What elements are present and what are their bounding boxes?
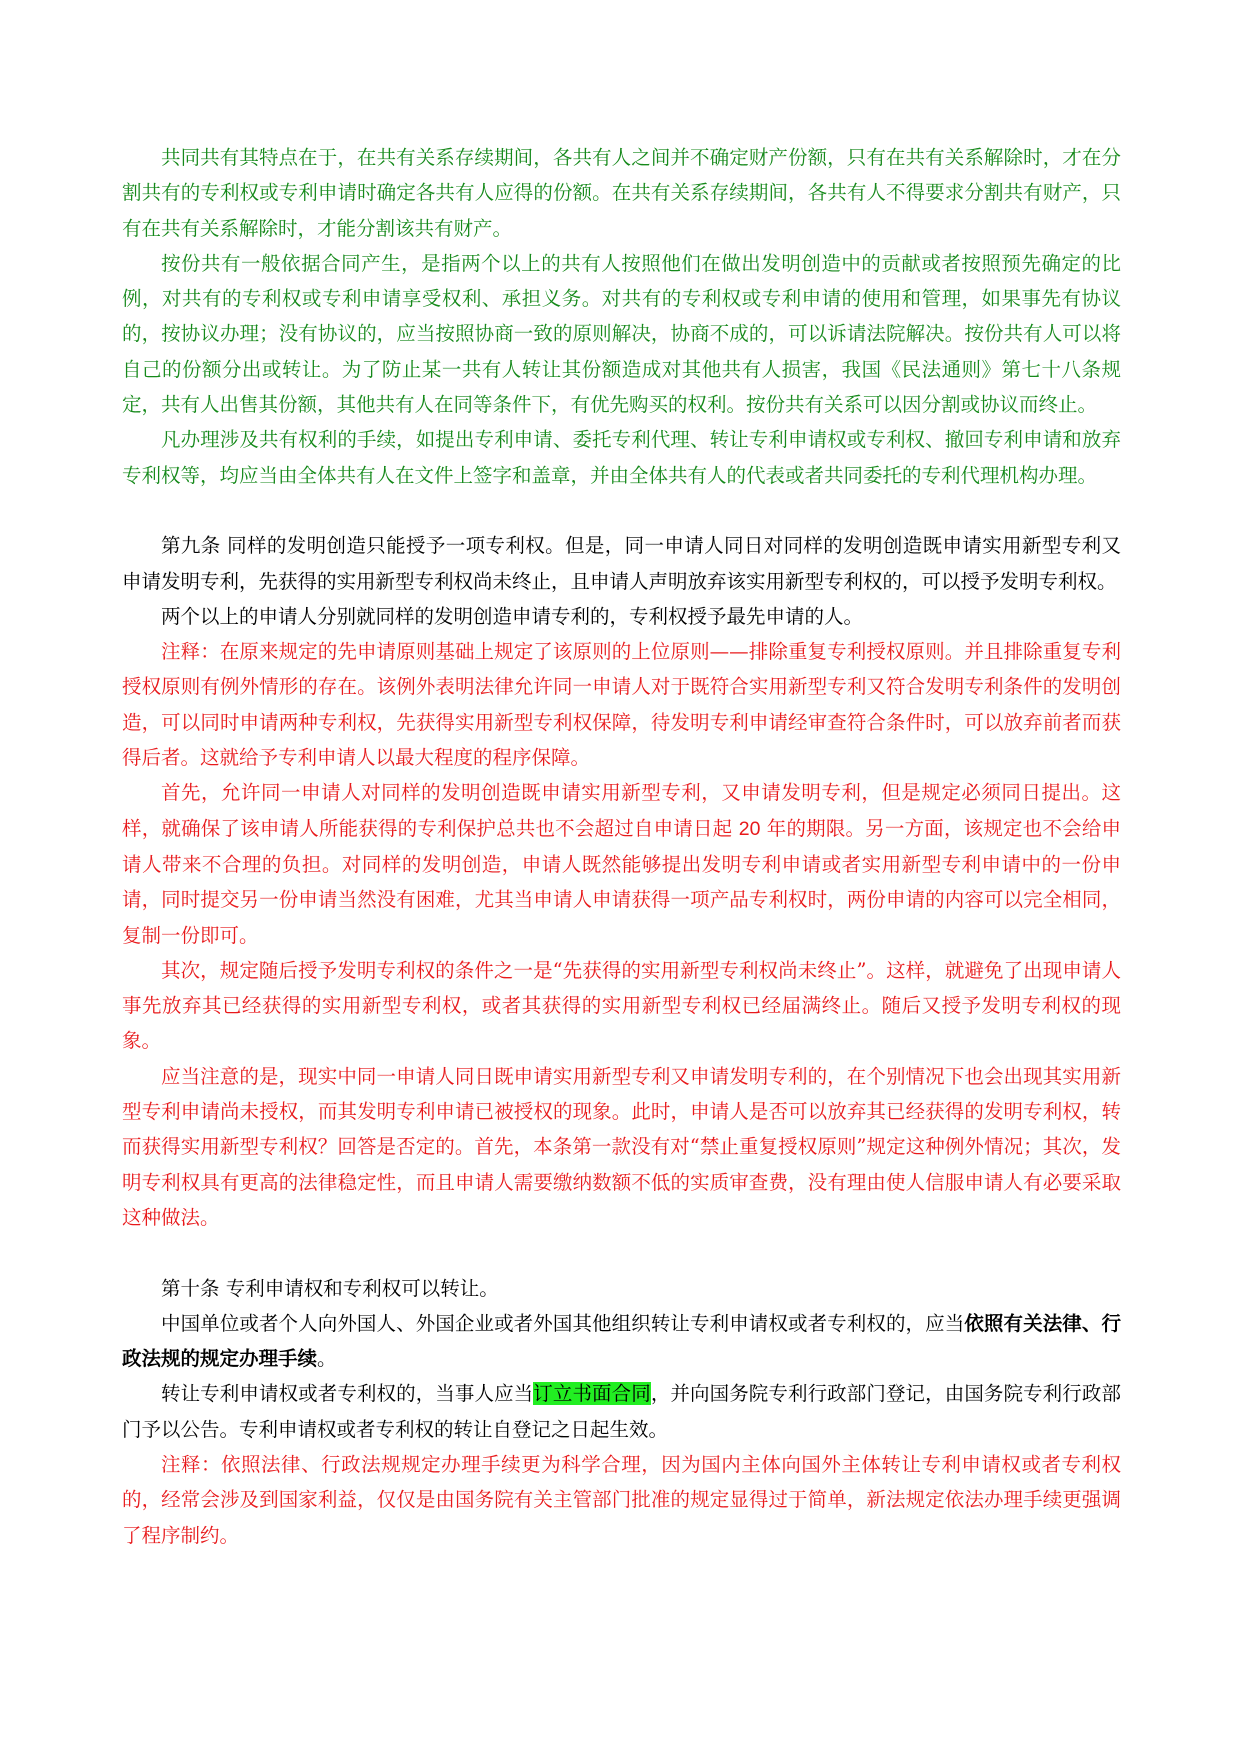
clause-text: 。	[317, 1347, 337, 1371]
clause-text: ，并向国务院专利行政部门登记，由国务院专利行政部门予以公告。专利申请权或者专利权的转让自登记之日起生效。	[122, 1382, 1121, 1441]
article-9-note: 注释：在原来规定的先申请原则基础上规定了该原则的上位原则——排除重复专利授权原则。并且排除重复专利授权原则有例外情形的存在。该例外表明法律允许同一申请人对于既符合实用新型专利又符合发明专利条件的发明创造，可以同时申请两种专利权，先获得实用新型专利权保障，待发明专利申请经审查符合条件时，可以放弃前者而获得后者。这就给予专利申请人以最大程度的程序保障。	[122, 640, 1121, 770]
article-10-clause-3	[122, 1376, 1121, 1447]
paragraph-joint-ownership: 共同共有其特点在于，在共有关系存续期间，各共有人之间并不确定财产份额，只有在共有关系解除时，才在分割共有的专利权或专利申请时确定各共有人应得的份额。在共有关系存续期间，各共有人不得要求分割共有财产，只有在共有关系解除时，才能分割该共有财产。	[122, 146, 1121, 240]
article-9-note-firstly	[122, 775, 1121, 952]
highlighted-text: 订立书面合同	[533, 1382, 651, 1406]
article-10-clause-1: 第十条 专利申请权和专利权可以转让。	[161, 1276, 499, 1300]
article-9-clause-1: 第九条 同样的发明创造只能授予一项专利权。但是，同一申请人同日对同样的发明创造既申请实用新型专利又申请发明专利，先获得的实用新型专利权尚未终止，且申请人声明放弃该实用新型专利权的，可以授予发明专利权。	[122, 534, 1121, 593]
article-10-note: 注释：依照法律、行政法规规定办理手续更为科学合理，因为国内主体向国外主体转让专利申请权或者专利权的，经常会涉及到国家利益，仅仅是由国务院有关主管部门批准的规定显得过于简单，新法规定依法办理手续更强调了程序制约。	[122, 1452, 1121, 1547]
paragraph-share-ownership: 按份共有一般依据合同产生，是指两个以上的共有人按照他们在做出发明创造中的贡献或者按照预先确定的比例，对共有的专利权或专利申请享受权利、承担义务。对共有的专利权或专利申请的使用和管理，如果事先有协议的，按协议办理；没有协议的，应当按照协商一致的原则解决，协商不成的，可以诉请法院解决。按份共有人可以将自己的份额分出或转让。为了防止某一共有人转让其份额造成对其他共有人损害，我国《民法通则》第七十八条规定，共有人出售其份额，其他共有人在同等条件下，有优先购买的权利。按份共有关系可以因分割或协议而终止。	[122, 251, 1121, 417]
article-9-note-caution: 应当注意的是，现实中同一申请人同日既申请实用新型专利又申请发明专利的，在个别情况下也会出现其实用新型专利申请尚未授权，而其发明专利申请已被授权的现象。此时，申请人是否可以放弃其已经获得的发明专利权，转而获得实用新型专利权？回答是否定的。首先，本条第一款没有对“禁止重复授权原则”规定这种例外情况；其次，发明专利权具有更高的法律稳定性，而且申请人需要缴纳数额不低的实质审查费，没有理由使人信服申请人有必要采取这种做法。	[122, 1064, 1121, 1229]
spacer	[122, 1235, 1121, 1270]
paragraph-joint-procedures: 凡办理涉及共有权利的手续，如提出专利申请、委托专利代理、转让专利申请权或专利权、撤回专利申请和放弃专利权等，均应当由全体共有人在文件上签字和盖章，并由全体共有人的代表或者共同委托的专利代理机构办理。	[122, 428, 1121, 487]
bold-emphasis: 依照有关法律、行政法规的规定办理手续	[122, 1311, 1121, 1371]
note-text: 首先，允许同一申请人对同样的发明创造既申请实用新型专利，又申请发明专利，但是规定必须同日提出。这样，就确保了该申请人所能获得的专利保护总共也不会超过自申请日起	[122, 781, 1121, 840]
term-years-number: 20	[738, 817, 761, 840]
spacer	[122, 493, 1121, 528]
article-9-clause-2: 两个以上的申请人分别就同样的发明创造申请专利的，专利权授予最先申请的人。	[161, 604, 864, 628]
article-10-clause-2	[122, 1306, 1121, 1377]
document-page	[122, 140, 1121, 1553]
note-text: 年的期限。另一方面，该规定也不会给申请人带来不合理的负担。对同样的发明创造，申请人既然能够提出发明专利申请或者实用新型专利申请中的一份申请，同时提交另一份申请当然没有困难，尤其当申请人申请获得一项产品专利权时，两份申请的内容可以完全相同，复制一份即可。	[122, 816, 1122, 947]
clause-text: 转让专利申请权或者专利权的，当事人应当	[161, 1382, 534, 1406]
clause-text: 中国单位或者个人向外国人、外国企业或者外国其他组织转让专利申请权或者专利权的，应当	[161, 1311, 965, 1335]
article-9-note-secondly: 其次，规定随后授予发明专利权的条件之一是“先获得的实用新型专利权尚未终止”。这样，就避免了出现申请人事先放弃其已经获得的实用新型专利权，或者其获得的实用新型专利权已经届满终止。随后又授予发明专利权的现象。	[122, 958, 1121, 1053]
